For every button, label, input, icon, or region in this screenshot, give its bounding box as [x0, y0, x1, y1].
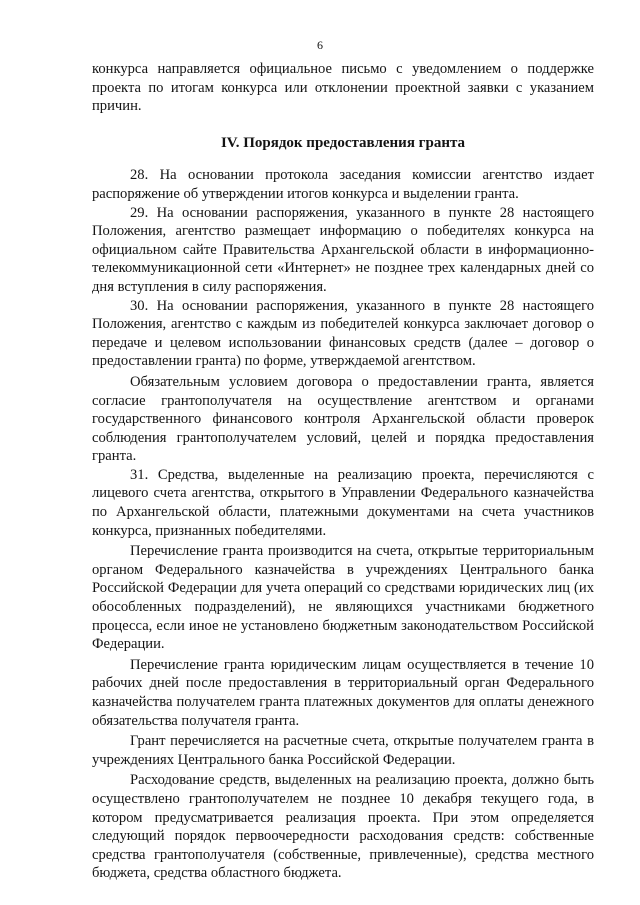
intro-paragraph: конкурса направляется официальное письмо с уведомлением о поддержке проекта по итогам конкурса или отклонении проектной заявки с указанием причин. [92, 61, 594, 115]
paragraph-31-settlement-accounts: Грант перечисляется на расчетные счета, открытые получателем гранта в учреждениях Центрального банка Российской Федерации. [92, 733, 594, 768]
paragraph-31: 31. Средства, выделенные на реализацию проекта, перечисляются с лицевого счета агентства, открытого в Управлении Федерального казначейства по Архангельской области, платежными документами на счета участников конкурса, признанных победителями. [92, 466, 594, 539]
paragraph-28: 28. На основании протокола заседания комиссии агентство издает распоряжение об утверждении итогов конкурса и выделении гранта. [92, 167, 594, 202]
section-heading: IV. Порядок предоставления гранта [220, 134, 466, 151]
document-body [92, 60, 594, 883]
paragraph-31-accounts: Перечисление гранта производится на счета, открытые территориальным органом Федерального казначейства в учреждениях Центрального банка Российской Федерации для учета операций со средствами юридических лиц (их обособленных подразделений), не являющихся участниками бюджетного процесса, если иное не установлено бюджетным законодательством Российской Федерации. [92, 543, 594, 653]
page-number: 6 [317, 38, 323, 52]
paragraph-29: 29. На основании распоряжения, указанного в пункте 28 настоящего Положения, агентство размещает информацию о победителях конкурса на официальном сайте Правительства Архангельской области в информационно-телекоммуникационной сети «Интернет» не позднее трех календарных дней со дня вступления в силу распоряжения. [92, 204, 594, 295]
paragraph-30-condition: Обязательным условием договора о предоставлении гранта, является согласие грантополучателя на осуществление агентством и органами государственного финансового контроля Архангельской области проверок соблюдения грантополучателем условий, целей и порядка предоставления гранта. [92, 373, 594, 465]
paragraph-31-transfer-term: Перечисление гранта юридическим лицам осуществляется в течение 10 рабочих дней после предоставления в территориальный орган Федерального казначейства получателем гранта платежных документов для оплаты денежного обязательства получателя гранта. [92, 656, 594, 729]
paragraph-30: 30. На основании распоряжения, указанного в пункте 28 настоящего Положения, агентство с каждым из победителей конкурса заключает договор о передаче и целевом использовании финансовых средств (далее – договор о предоставлении гранта) по форме, утверждаемой агентством. [92, 297, 594, 370]
paragraph-31-spending-order: Расходование средств, выделенных на реализацию проекта, должно быть осуществлено грантополучателем не позднее 10 декабря текущего года, в котором предусматривается реализация проекта. При этом определяется следующий порядок первоочередности расходования средств: собственные средства грантополучателя (собственные, привлеченные), средства местного бюджета, средства областного бюджета. [92, 772, 594, 882]
